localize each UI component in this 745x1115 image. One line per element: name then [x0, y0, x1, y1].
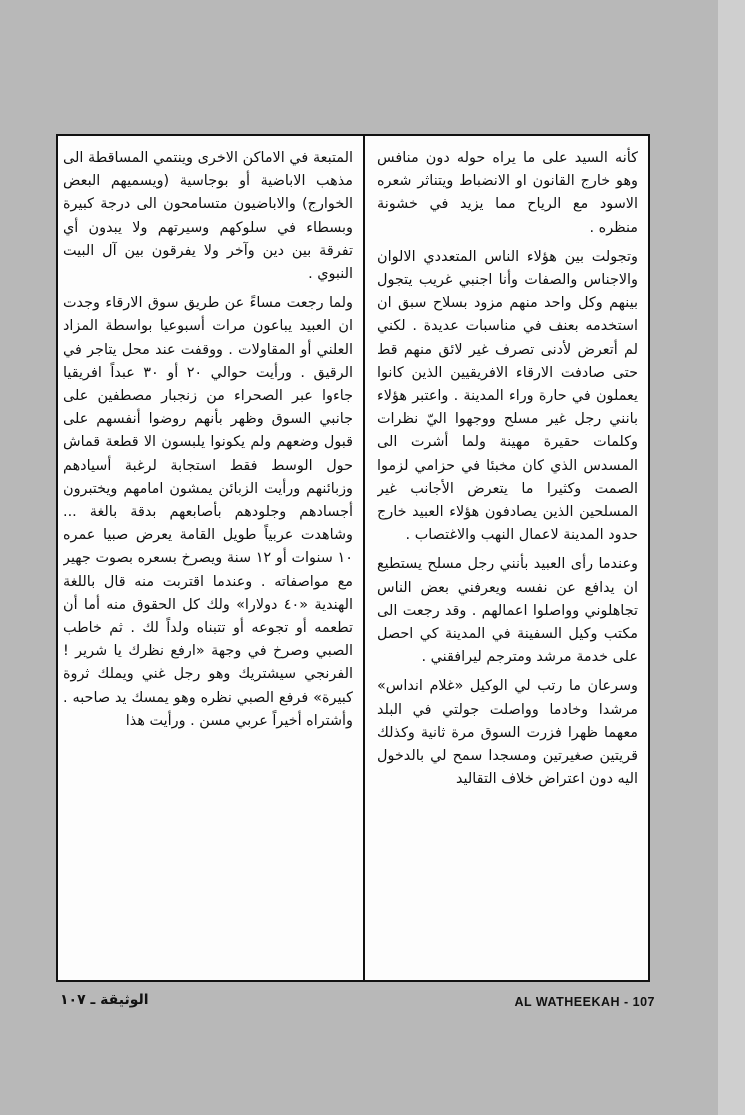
paragraph: ولما رجعت مساءً عن طريق سوق الارقاء وجدت ان العبيد يباعون مرات أسبوعيا بواسطة المزاد العلني أو المقاولات . ووقفت عند محل يتاجر في الرقيق . ورأيت حوالي ٢٠ أو ٣٠ عبداً افريقيا جاءوا عبر الصحراء من زنجبار مصطفين على جانبي السوق وظهر بأنهم روضوا أنفسهم على قبول وضعهم ولم يكونوا يلبسون الا قطعة قماش حول الوسط فقط استجابة لرغبة أسيادهم وزبائنهم ورأيت الزبائن يمشون امامهم ويختبرون أجسادهم وجلودهم بأصابعهم بدقة بالغة ... وشاهدت عربياً طويل القامة يعرض صبيا عمره ١٠ سنوات أو ١٢ سنة ويصرخ بسعره بصوت جهير مع مواصفاته . وعندما اقتربت منه قال باللغة الهندية «٤٠ دولارا» ولك كل الحقوق منه أما أن تطعمه أو تجوعه أو تتبناه ولداً لك . ثم خاطب الصبي وصرخ في وجهة «ارفع نظرك يا شرير ! الفرنجي سيشتريك وهو رجل غني ويملك ثروة كبيرة» فرفع الصبي نظره وهو يمسك يد صاحبه . وأشتراه أخيراً عربي مسن . ورأيت هذا	[63, 295, 353, 729]
right-column	[377, 147, 638, 977]
page-edge	[718, 0, 745, 1115]
paragraph: المتبعة في الاماكن الاخرى وينتمي المساقطة الى مذهب الاباضية أو بوجاسية (ويسميهم البعض الخوارج) والاباضيون متسامحون الى درجة كبيرة وبسطاء في سلوكهم وسيرتهم ولا يبدون أي تفرقة بين دين وآخر ولا يفرقون بين آل البيت النبوي .	[63, 150, 353, 283]
footer-english-page-label: AL WATHEEKAH - 107	[514, 995, 655, 1009]
paragraph: وعندما رأى العبيد بأنني رجل مسلح يستطيع ان يدافع عن نفسه ويعرفني بعض الناس تجاهلوني وواصلوا اعمالهم . وقد رجعت الى مكتب وكيل السفينة في المدينة كي احصل على خدمة مرشد ومترجم ليرافقني .	[377, 556, 638, 666]
paragraph: وتجولت بين هؤلاء الناس المتعددي الالوان والاجناس والصفات وأنا اجنبي غريب يتجول بينهم وكل واحد منهم مزود بسلاح سبق ان استخدمه بعنف في مناسبات عديدة . لكني لم أتعرض لأدنى تصرف غير لائق منهم قط حتى صادفت الارقاء الافريقيين الذين كانوا يعملون في حارة وراء المدينة . واعتبر هؤلاء بانني رجل غير مسلح ووجهوا اليّ نظرات وكلمات حقيرة مهينة ولما أشرت الى المسدس الذي كان مخبئا في حزامي لزموا الصمت وكثيرا ما يتعرض الأجانب غير المسلحين الذين يصادفون هؤلاء العبيد خارج حدود المدينة لاعمال النهب والاغتصاب .	[377, 248, 638, 544]
paragraph: وسرعان ما رتب لي الوكيل «غلام انداس» مرشدا وخادما وواصلت جولتي في البلد معهما ظهرا فزرت السوق مرة ثانية وكذلك قريتين صغيرتين ومسجدا سمح لي بالدخول اليه دون اعتراض خلاف التقاليد	[377, 678, 638, 788]
column-divider	[363, 134, 365, 982]
paragraph: كأنه السيد على ما يراه حوله دون منافس وهو خارج القانون او الانضباط ويتناثر شعره الاسود مع الرياح مما يزيد في خشونة منظره .	[377, 150, 638, 236]
footer-arabic-page-label: الوثيقة ـ ١٠٧	[60, 992, 149, 1008]
left-column	[63, 147, 353, 977]
